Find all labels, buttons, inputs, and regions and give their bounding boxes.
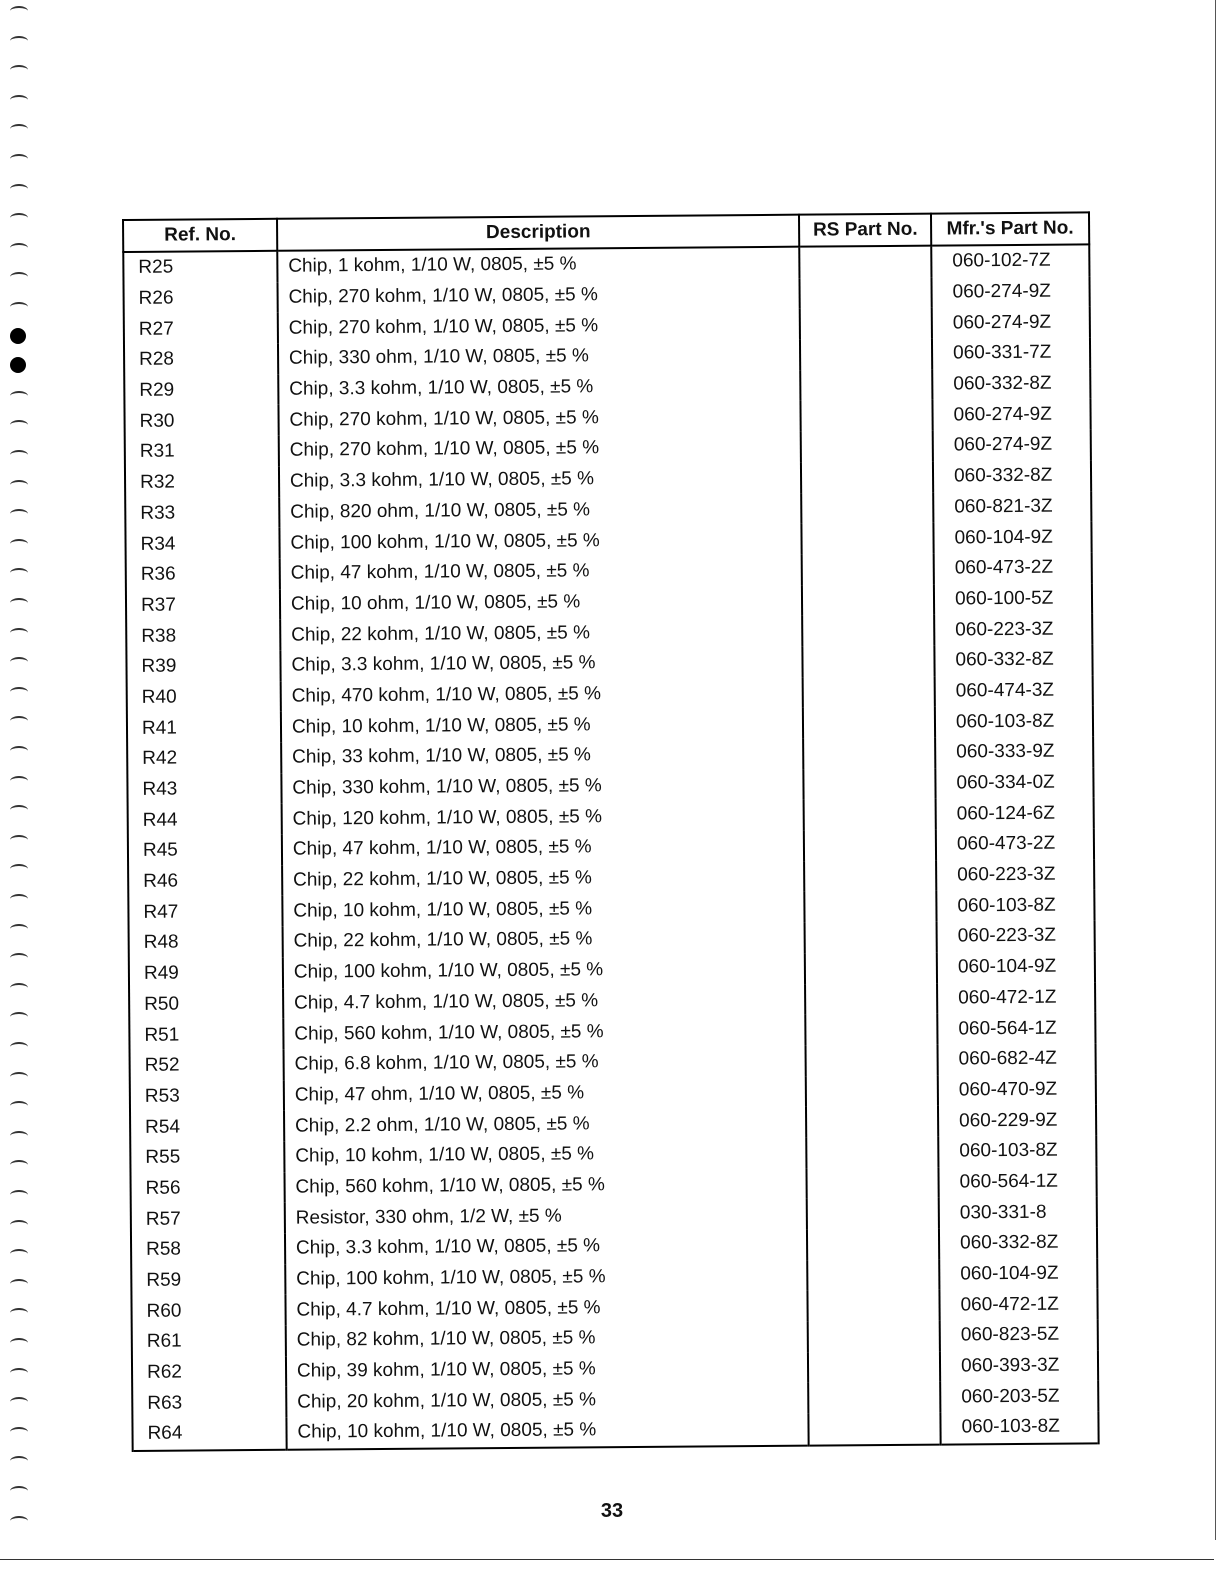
mfr-part-no-cell: 060-223-3Z: [937, 921, 1095, 953]
rs-part-no-cell: [805, 952, 937, 984]
description-cell: Chip, 3.3 kohm, 1/10 W, 0805, ±5 %: [280, 647, 803, 682]
binder-hole-mark: [10, 480, 28, 490]
ref-no-cell: R55: [130, 1142, 284, 1174]
mfr-part-no-cell: 060-332-8Z: [933, 460, 1091, 492]
parts-list-table: [122, 211, 1100, 1451]
mfr-part-no-cell: 060-823-5Z: [940, 1319, 1098, 1351]
rs-part-no-cell: [802, 554, 934, 586]
description-cell: Chip, 10 kohm, 1/10 W, 0805, ±5 %: [286, 1414, 809, 1450]
binder-hole-mark: [10, 1249, 28, 1259]
description-cell: Chip, 4.7 kohm, 1/10 W, 0805, ±5 %: [285, 1291, 808, 1326]
binder-hole-mark: [10, 953, 28, 963]
binder-hole-dot: [10, 357, 26, 373]
description-cell: Resistor, 330 ohm, 1/2 W, ±5 %: [285, 1199, 808, 1234]
ref-no-cell: R37: [126, 589, 280, 621]
rs-part-no-cell: [800, 277, 932, 309]
binder-hole-mark: [10, 1042, 28, 1052]
description-cell: Chip, 10 kohm, 1/10 W, 0805, ±5 %: [281, 708, 804, 743]
mfr-part-no-cell: 060-274-9Z: [933, 430, 1091, 462]
description-cell: Chip, 6.8 kohm, 1/10 W, 0805, ±5 %: [283, 1046, 806, 1081]
rs-part-no-cell: [805, 891, 937, 923]
binder-hole-mark: [10, 95, 28, 105]
rs-part-no-cell: [806, 1044, 938, 1076]
rs-part-no-cell: [805, 983, 937, 1015]
mfr-part-no-cell: 060-229-9Z: [938, 1105, 1096, 1137]
mfr-part-no-cell: 060-274-9Z: [932, 307, 1090, 339]
description-cell: Chip, 3.3 kohm, 1/10 W, 0805, ±5 %: [285, 1230, 808, 1265]
ref-no-cell: R62: [132, 1356, 286, 1388]
binder-hole-mark: [10, 184, 28, 194]
rs-part-no-cell: [807, 1229, 939, 1261]
rs-part-no-cell: [804, 830, 936, 862]
page-number: 33: [600, 1500, 624, 1522]
description-cell: Chip, 22 kohm, 1/10 W, 0805, ±5 %: [282, 923, 805, 958]
rs-part-no-cell: [805, 922, 937, 954]
binder-hole-mark: [10, 6, 28, 16]
mfr-part-no-cell: 060-124-6Z: [936, 798, 1094, 830]
description-cell: Chip, 47 kohm, 1/10 W, 0805, ±5 %: [280, 555, 803, 590]
ref-no-cell: R63: [132, 1387, 286, 1419]
header-ref-no: Ref. No.: [123, 219, 277, 252]
description-cell: Chip, 47 kohm, 1/10 W, 0805, ±5 %: [282, 831, 805, 866]
rs-part-no-cell: [806, 1014, 938, 1046]
binder-hole-mark: [10, 509, 28, 519]
mfr-part-no-cell: 060-472-1Z: [939, 1289, 1097, 1321]
description-cell: Chip, 10 ohm, 1/10 W, 0805, ±5 %: [280, 585, 803, 620]
mfr-part-no-cell: 060-331-7Z: [932, 337, 1090, 369]
binder-hole-mark: [10, 124, 28, 134]
binder-hole-mark: [10, 243, 28, 253]
binder-hole-mark: [10, 568, 28, 578]
rs-part-no-cell: [803, 615, 935, 647]
description-cell: Chip, 270 kohm, 1/10 W, 0805, ±5 %: [279, 432, 802, 467]
binder-hole-mark: [10, 1012, 28, 1022]
page-edge-right: [1215, 0, 1216, 1540]
ref-no-cell: R42: [127, 743, 281, 775]
description-cell: Chip, 82 kohm, 1/10 W, 0805, ±5 %: [286, 1322, 809, 1357]
ref-no-cell: R47: [128, 896, 282, 928]
ref-no-cell: R43: [127, 773, 281, 805]
ref-no-cell: R45: [128, 835, 282, 867]
rs-part-no-cell: [803, 707, 935, 739]
description-cell: Chip, 560 kohm, 1/10 W, 0805, ±5 %: [284, 1168, 807, 1203]
table-body: [123, 244, 1098, 1450]
description-cell: Chip, 47 ohm, 1/10 W, 0805, ±5 %: [284, 1076, 807, 1111]
binder-hole-mark: [10, 746, 28, 756]
ref-no-cell: R46: [128, 866, 282, 898]
header-rs-part-no: RS Part No.: [799, 214, 931, 247]
rs-part-no-cell: [801, 431, 933, 463]
description-cell: Chip, 22 kohm, 1/10 W, 0805, ±5 %: [280, 616, 803, 651]
binder-hole-mark: [10, 65, 28, 75]
mfr-part-no-cell: 060-470-9Z: [938, 1074, 1096, 1106]
mfr-part-no-cell: 060-332-8Z: [932, 368, 1090, 400]
binder-hole-mark: [10, 1131, 28, 1141]
ref-no-cell: R32: [125, 467, 279, 499]
mfr-part-no-cell: 060-332-8Z: [934, 644, 1092, 676]
binder-hole-mark: [10, 1072, 28, 1082]
mfr-part-no-cell: 060-223-3Z: [936, 859, 1094, 891]
binder-hole-marks: [4, 0, 34, 1584]
description-cell: Chip, 330 kohm, 1/10 W, 0805, ±5 %: [281, 769, 804, 804]
binder-hole-mark: [10, 1101, 28, 1111]
ref-no-cell: R27: [124, 313, 278, 345]
description-cell: Chip, 3.3 kohm, 1/10 W, 0805, ±5 %: [278, 370, 801, 405]
ref-no-cell: R34: [125, 528, 279, 560]
rs-part-no-cell: [806, 1106, 938, 1138]
description-cell: Chip, 330 ohm, 1/10 W, 0805, ±5 %: [278, 340, 801, 375]
description-cell: Chip, 10 kohm, 1/10 W, 0805, ±5 %: [284, 1138, 807, 1173]
ref-no-cell: R56: [130, 1172, 284, 1204]
ref-no-cell: R48: [129, 927, 283, 959]
binder-hole-mark: [10, 1220, 28, 1230]
page-edge-bottom: [0, 1559, 1214, 1560]
ref-no-cell: R52: [130, 1050, 284, 1082]
mfr-part-no-cell: 060-102-7Z: [931, 244, 1089, 277]
description-cell: Chip, 33 kohm, 1/10 W, 0805, ±5 %: [281, 739, 804, 774]
rs-part-no-cell: [801, 461, 933, 493]
binder-hole-mark: [10, 687, 28, 697]
binder-hole-mark: [10, 1308, 28, 1318]
binder-hole-mark: [10, 1397, 28, 1407]
mfr-part-no-cell: 030-331-8: [939, 1197, 1097, 1229]
binder-hole-mark: [10, 894, 28, 904]
mfr-part-no-cell: 060-821-3Z: [933, 491, 1091, 523]
mfr-part-no-cell: 060-334-0Z: [935, 767, 1093, 799]
binder-hole-mark: [10, 983, 28, 993]
ref-no-cell: R36: [126, 559, 280, 591]
mfr-part-no-cell: 060-104-9Z: [937, 951, 1095, 983]
description-cell: Chip, 270 kohm, 1/10 W, 0805, ±5 %: [278, 309, 801, 344]
mfr-part-no-cell: 060-564-1Z: [937, 1013, 1095, 1045]
ref-no-cell: R39: [126, 651, 280, 683]
mfr-part-no-cell: 060-473-2Z: [934, 552, 1092, 584]
ref-no-cell: R29: [124, 375, 278, 407]
binder-hole-mark: [10, 1486, 28, 1496]
description-cell: Chip, 10 kohm, 1/10 W, 0805, ±5 %: [282, 892, 805, 927]
ref-no-cell: R49: [129, 958, 283, 990]
rs-part-no-cell: [804, 799, 936, 831]
binder-hole-mark: [10, 539, 28, 549]
mfr-part-no-cell: 060-474-3Z: [935, 675, 1093, 707]
mfr-part-no-cell: 060-473-2Z: [936, 828, 1094, 860]
description-cell: Chip, 100 kohm, 1/10 W, 0805, ±5 %: [283, 953, 806, 988]
rs-part-no-cell: [803, 676, 935, 708]
rs-part-no-cell: [808, 1321, 940, 1353]
ref-no-cell: R40: [127, 681, 281, 713]
description-cell: Chip, 100 kohm, 1/10 W, 0805, ±5 %: [285, 1260, 808, 1295]
description-cell: Chip, 100 kohm, 1/10 W, 0805, ±5 %: [279, 524, 802, 559]
binder-hole-mark: [10, 1279, 28, 1289]
ref-no-cell: R38: [126, 620, 280, 652]
binder-hole-mark: [10, 420, 28, 430]
ref-no-cell: R58: [131, 1234, 285, 1266]
ref-no-cell: R33: [125, 497, 279, 529]
table-row: [132, 1411, 1098, 1450]
ref-no-cell: R30: [124, 405, 278, 437]
ref-no-cell: R57: [131, 1203, 285, 1235]
mfr-part-no-cell: 060-103-8Z: [940, 1411, 1098, 1444]
rs-part-no-cell: [801, 400, 933, 432]
description-cell: Chip, 4.7 kohm, 1/10 W, 0805, ±5 %: [283, 984, 806, 1019]
description-cell: Chip, 560 kohm, 1/10 W, 0805, ±5 %: [283, 1015, 806, 1050]
mfr-part-no-cell: 060-332-8Z: [939, 1227, 1097, 1259]
description-cell: Chip, 270 kohm, 1/10 W, 0805, ±5 %: [277, 278, 800, 313]
rs-part-no-cell: [802, 584, 934, 616]
binder-hole-mark: [10, 302, 28, 312]
rs-part-no-cell: [804, 860, 936, 892]
rs-part-no-cell: [807, 1137, 939, 1169]
mfr-part-no-cell: 060-100-5Z: [934, 583, 1092, 615]
rs-part-no-cell: [808, 1351, 940, 1383]
description-cell: Chip, 470 kohm, 1/10 W, 0805, ±5 %: [281, 677, 804, 712]
rs-part-no-cell: [800, 308, 932, 340]
ref-no-cell: R50: [129, 988, 283, 1020]
description-cell: Chip, 2.2 ohm, 1/10 W, 0805, ±5 %: [284, 1107, 807, 1142]
description-cell: Chip, 1 kohm, 1/10 W, 0805, ±5 %: [277, 247, 800, 283]
rs-part-no-cell: [806, 1075, 938, 1107]
mfr-part-no-cell: 060-682-4Z: [938, 1043, 1096, 1075]
mfr-part-no-cell: 060-104-9Z: [939, 1258, 1097, 1290]
binder-hole-mark: [10, 1190, 28, 1200]
description-cell: Chip, 820 ohm, 1/10 W, 0805, ±5 %: [279, 493, 802, 528]
binder-hole-mark: [10, 598, 28, 608]
binder-hole-mark: [10, 1368, 28, 1378]
rs-part-no-cell: [800, 246, 932, 279]
ref-no-cell: R31: [125, 436, 279, 468]
binder-hole-mark: [10, 391, 28, 401]
ref-no-cell: R51: [129, 1019, 283, 1051]
description-cell: Chip, 39 kohm, 1/10 W, 0805, ±5 %: [286, 1352, 809, 1387]
description-cell: Chip, 120 kohm, 1/10 W, 0805, ±5 %: [282, 800, 805, 835]
ref-no-cell: R26: [124, 282, 278, 314]
mfr-part-no-cell: 060-564-1Z: [938, 1166, 1096, 1198]
binder-hole-mark: [10, 213, 28, 223]
mfr-part-no-cell: 060-203-5Z: [940, 1381, 1098, 1413]
ref-no-cell: R61: [132, 1326, 286, 1358]
ref-no-cell: R59: [131, 1264, 285, 1296]
rs-part-no-cell: [804, 768, 936, 800]
mfr-part-no-cell: 060-103-8Z: [935, 706, 1093, 738]
header-mfr-part-no: Mfr.'s Part No.: [931, 212, 1089, 245]
rs-part-no-cell: [808, 1259, 940, 1291]
mfr-part-no-cell: 060-104-9Z: [933, 522, 1091, 554]
binder-hole-mark: [10, 272, 28, 282]
description-cell: Chip, 20 kohm, 1/10 W, 0805, ±5 %: [286, 1383, 809, 1418]
mfr-part-no-cell: 060-274-9Z: [932, 399, 1090, 431]
ref-no-cell: R41: [127, 712, 281, 744]
description-cell: Chip, 270 kohm, 1/10 W, 0805, ±5 %: [278, 401, 801, 436]
mfr-part-no-cell: 060-103-8Z: [936, 890, 1094, 922]
ref-no-cell: R25: [123, 251, 277, 284]
rs-part-no-cell: [807, 1167, 939, 1199]
rs-part-no-cell: [802, 492, 934, 524]
binder-hole-mark: [10, 716, 28, 726]
rs-part-no-cell: [803, 646, 935, 678]
ref-no-cell: R64: [132, 1418, 286, 1451]
binder-hole-mark: [10, 450, 28, 460]
ref-no-cell: R54: [130, 1111, 284, 1143]
binder-hole-mark: [10, 657, 28, 667]
mfr-part-no-cell: 060-472-1Z: [937, 982, 1095, 1014]
binder-hole-mark: [10, 924, 28, 934]
description-cell: Chip, 22 kohm, 1/10 W, 0805, ±5 %: [282, 861, 805, 896]
ref-no-cell: R53: [130, 1080, 284, 1112]
binder-hole-mark: [10, 835, 28, 845]
mfr-part-no-cell: 060-274-9Z: [931, 276, 1089, 308]
binder-hole-mark: [10, 628, 28, 638]
ref-no-cell: R44: [128, 804, 282, 836]
rs-part-no-cell: [801, 369, 933, 401]
rs-part-no-cell: [800, 339, 932, 371]
ref-no-cell: R28: [124, 344, 278, 376]
rs-part-no-cell: [807, 1198, 939, 1230]
binder-hole-mark: [10, 776, 28, 786]
binder-hole-mark: [10, 1338, 28, 1348]
binder-hole-mark: [10, 864, 28, 874]
mfr-part-no-cell: 060-223-3Z: [934, 614, 1092, 646]
header-description: Description: [277, 215, 800, 251]
rs-part-no-cell: [809, 1382, 941, 1414]
rs-part-no-cell: [808, 1290, 940, 1322]
rs-part-no-cell: [802, 523, 934, 555]
mfr-part-no-cell: 060-333-9Z: [935, 736, 1093, 768]
binder-hole-mark: [10, 1456, 28, 1466]
binder-hole-mark: [10, 805, 28, 815]
rs-part-no-cell: [809, 1413, 941, 1446]
rs-part-no-cell: [803, 738, 935, 770]
mfr-part-no-cell: 060-393-3Z: [940, 1350, 1098, 1382]
mfr-part-no-cell: 060-103-8Z: [938, 1135, 1096, 1167]
binder-hole-mark: [10, 1427, 28, 1437]
ref-no-cell: R60: [131, 1295, 285, 1327]
binder-hole-dot: [10, 328, 26, 344]
binder-hole-mark: [10, 1160, 28, 1170]
description-cell: Chip, 3.3 kohm, 1/10 W, 0805, ±5 %: [279, 462, 802, 497]
binder-hole-mark: [10, 154, 28, 164]
binder-hole-mark: [10, 36, 28, 46]
